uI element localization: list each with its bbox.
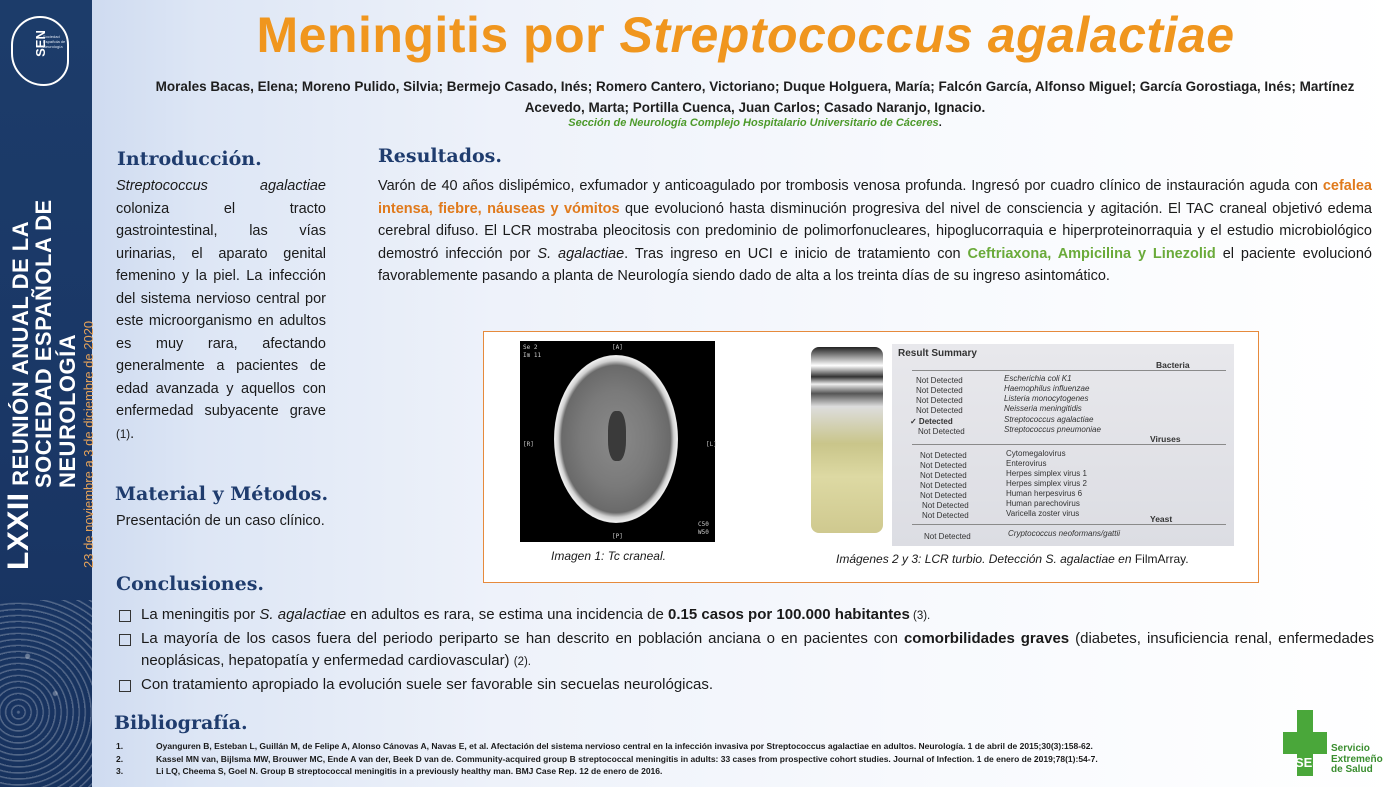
caption-ct: Imagen 1: Tc craneal.: [551, 549, 666, 563]
sen-logo-text: SEN: [32, 30, 48, 57]
symptoms-highlight: cefalea intensa, fiebre, náuseas y vómitos: [378, 178, 1372, 217]
ses-letters: SES: [1295, 755, 1322, 770]
bibliografia-list: [116, 740, 1286, 778]
conference-dates: 23 de noviembre a 3 de diciembre de 2020: [81, 320, 96, 568]
authors: Morales Bacas, Elena; Moreno Pulido, Silvia; Bermejo Casado, Inés; Romero Cantero, Victoriano; Duque Holguera, María; Falcón García, Alfonso Miguel; García Gorostiaga, Inés; Martínez Acevedo, Marta; Portilla Cuenca, Juan Carlos; Casado Naranjo, Ignacio.: [155, 79, 1355, 115]
brain-illustration: [0, 600, 92, 787]
title-species: Streptococcus agalactiae: [619, 7, 1235, 63]
filmarray-result-image: Result Summary Bacteria Not Detected Escherichia coli K1 Not Detected Haemophilus influenzae Not Detected Listeria monocytogenes Not Detected Neisseria meningitidis ✓ Detected Streptococcus agalactiae Not Detected Streptococcus pneumoniae Viruses Not Detected Cytomegalovirus Not Detected Enterovirus Not Detected Herpes simplex virus 1 Not Detected Herpes simplex virus 2 Not Detected Human herpesvirus 6 Not Detected Human parechovirus Not Detected Varicella zoster virus Yeast Not Detected Cryptococcus neoformans/gattii: [892, 344, 1234, 546]
section-title-metodos: Material y Métodos.: [115, 483, 329, 505]
reference-item: 2. Kassel MN van, Bijlsma MW, Brouwer MC, Ende A van der, Beek D van de. Community-acquired group B streptococcal meningitis in adults: 33 cases from prospective cohort studies. Journal of Infection. 1 de enero de 2019;78(1):54-7.: [116, 753, 1098, 764]
introduccion-text: Streptococcus agalactiae coloniza el tracto gastrointestinal, las vías urinarias, el aparato genital femenino y la piel. La infección del sistema nervioso central por este microorganismo en adultos es muy rara, afectando generalmente a pacientes de edad avanzada y aquellos con enfermedad subyacente grave (1).: [116, 178, 326, 442]
poster-title: Meningitis por Streptococcus agalactiae: [256, 7, 1235, 63]
conference-edition: LXXII: [2, 492, 35, 570]
caption-csf: Imágenes 2 y 3: LCR turbio. Detección S. agalactiae en FilmArray.: [836, 552, 1189, 566]
section-title-conclusiones: Conclusiones.: [116, 573, 265, 595]
list-item: La meningitis por S. agalactiae en adultos es rara, se estima una incidencia de 0.15 casos por 100.000 habitantes (3).: [118, 604, 1374, 628]
list-item: Con tratamiento apropiado la evolución suele ser favorable sin secuelas neurológicas.: [118, 674, 1374, 697]
section-title-introduccion: Introducción.: [117, 148, 262, 170]
csf-tube-image: [811, 347, 883, 533]
conference-banner: [2, 90, 96, 570]
result-summary-title: Result Summary: [898, 348, 977, 359]
sen-logo: [11, 16, 69, 86]
sen-logo-subtext: Sociedad Española de Neurología: [43, 34, 66, 49]
conference-sidebar: [0, 0, 96, 787]
reference-item: 1. Oyanguren B, Esteban L, Guillán M, de Felipe A, Alonso Cánovas A, Navas E, et al. Afectación del sistema nervioso central en la infección invasiva por Streptococcus agalactiae en adultos. Neurología. 1 de abril de 2015;30(3):158-62.: [116, 741, 1093, 751]
reference-item: 3. Li LQ, Cheema S, Goel N. Group B streptococcal meningitis in a previously healthy man. BMJ Case Rep. 12 de enero de 2016.: [116, 766, 663, 776]
conference-line1: REUNIÓN ANUAL DE LA: [8, 220, 33, 486]
ses-logo: [1283, 710, 1393, 780]
section-title-bibliografia: Bibliografía.: [114, 712, 248, 734]
treatment-highlight: Ceftriaxona, Ampicilina y Linezolid: [967, 245, 1216, 262]
metodos-text: Presentación de un caso clínico.: [116, 513, 325, 529]
list-item: La mayoría de los casos fuera del periodo periparto se han descrito en población anciana o en pacientes con comorbilidades graves (diabetes, insuficiencia renal, enfermedades neoplásicas, hepatopatía y enfermedad cardiovascular) (2).: [118, 628, 1374, 674]
conference-line2: SOCIEDAD ESPAÑOLA DE NEUROLOGÍA: [31, 199, 80, 488]
figures-box: [483, 331, 1259, 583]
ses-name: Servicio Extremeño de Salud: [1331, 743, 1383, 775]
ct-scan-image: Se 2 Im 11 [A] [R] [L] [P] C50 W50: [520, 341, 715, 542]
conclusiones-list: [118, 604, 1374, 696]
affiliation: Sección de Neurología Complejo Hospitalario Universitario de Cáceres.: [568, 117, 942, 129]
resultados-text: Varón de 40 años dislipémico, exfumador y anticoagulado por trombosis venosa profunda. Ingresó por cuadro clínico de instauración aguda con cefalea intensa, fiebre, náuseas y vómitos que evolucionó hasta disminución progresiva del nivel de consciencia y agitación. El TAC craneal objetivó edema cerebral difuso. El LCR mostraba pleocitosis con predominio de polimorfonucleares, hipoglucorraquia e hiperproteinorraquia y el estudio microbiológico demostró infección por S. agalactiae. Tras ingreso en UCI e inicio de tratamiento con Ceftriaxona, Ampicilina y Linezolid el paciente evolucionó favorablemente pasando a planta de Neurología siendo dado de alta a los treinta días de su ingreso asintomático.: [378, 178, 1372, 284]
section-title-resultados: Resultados.: [378, 145, 502, 167]
